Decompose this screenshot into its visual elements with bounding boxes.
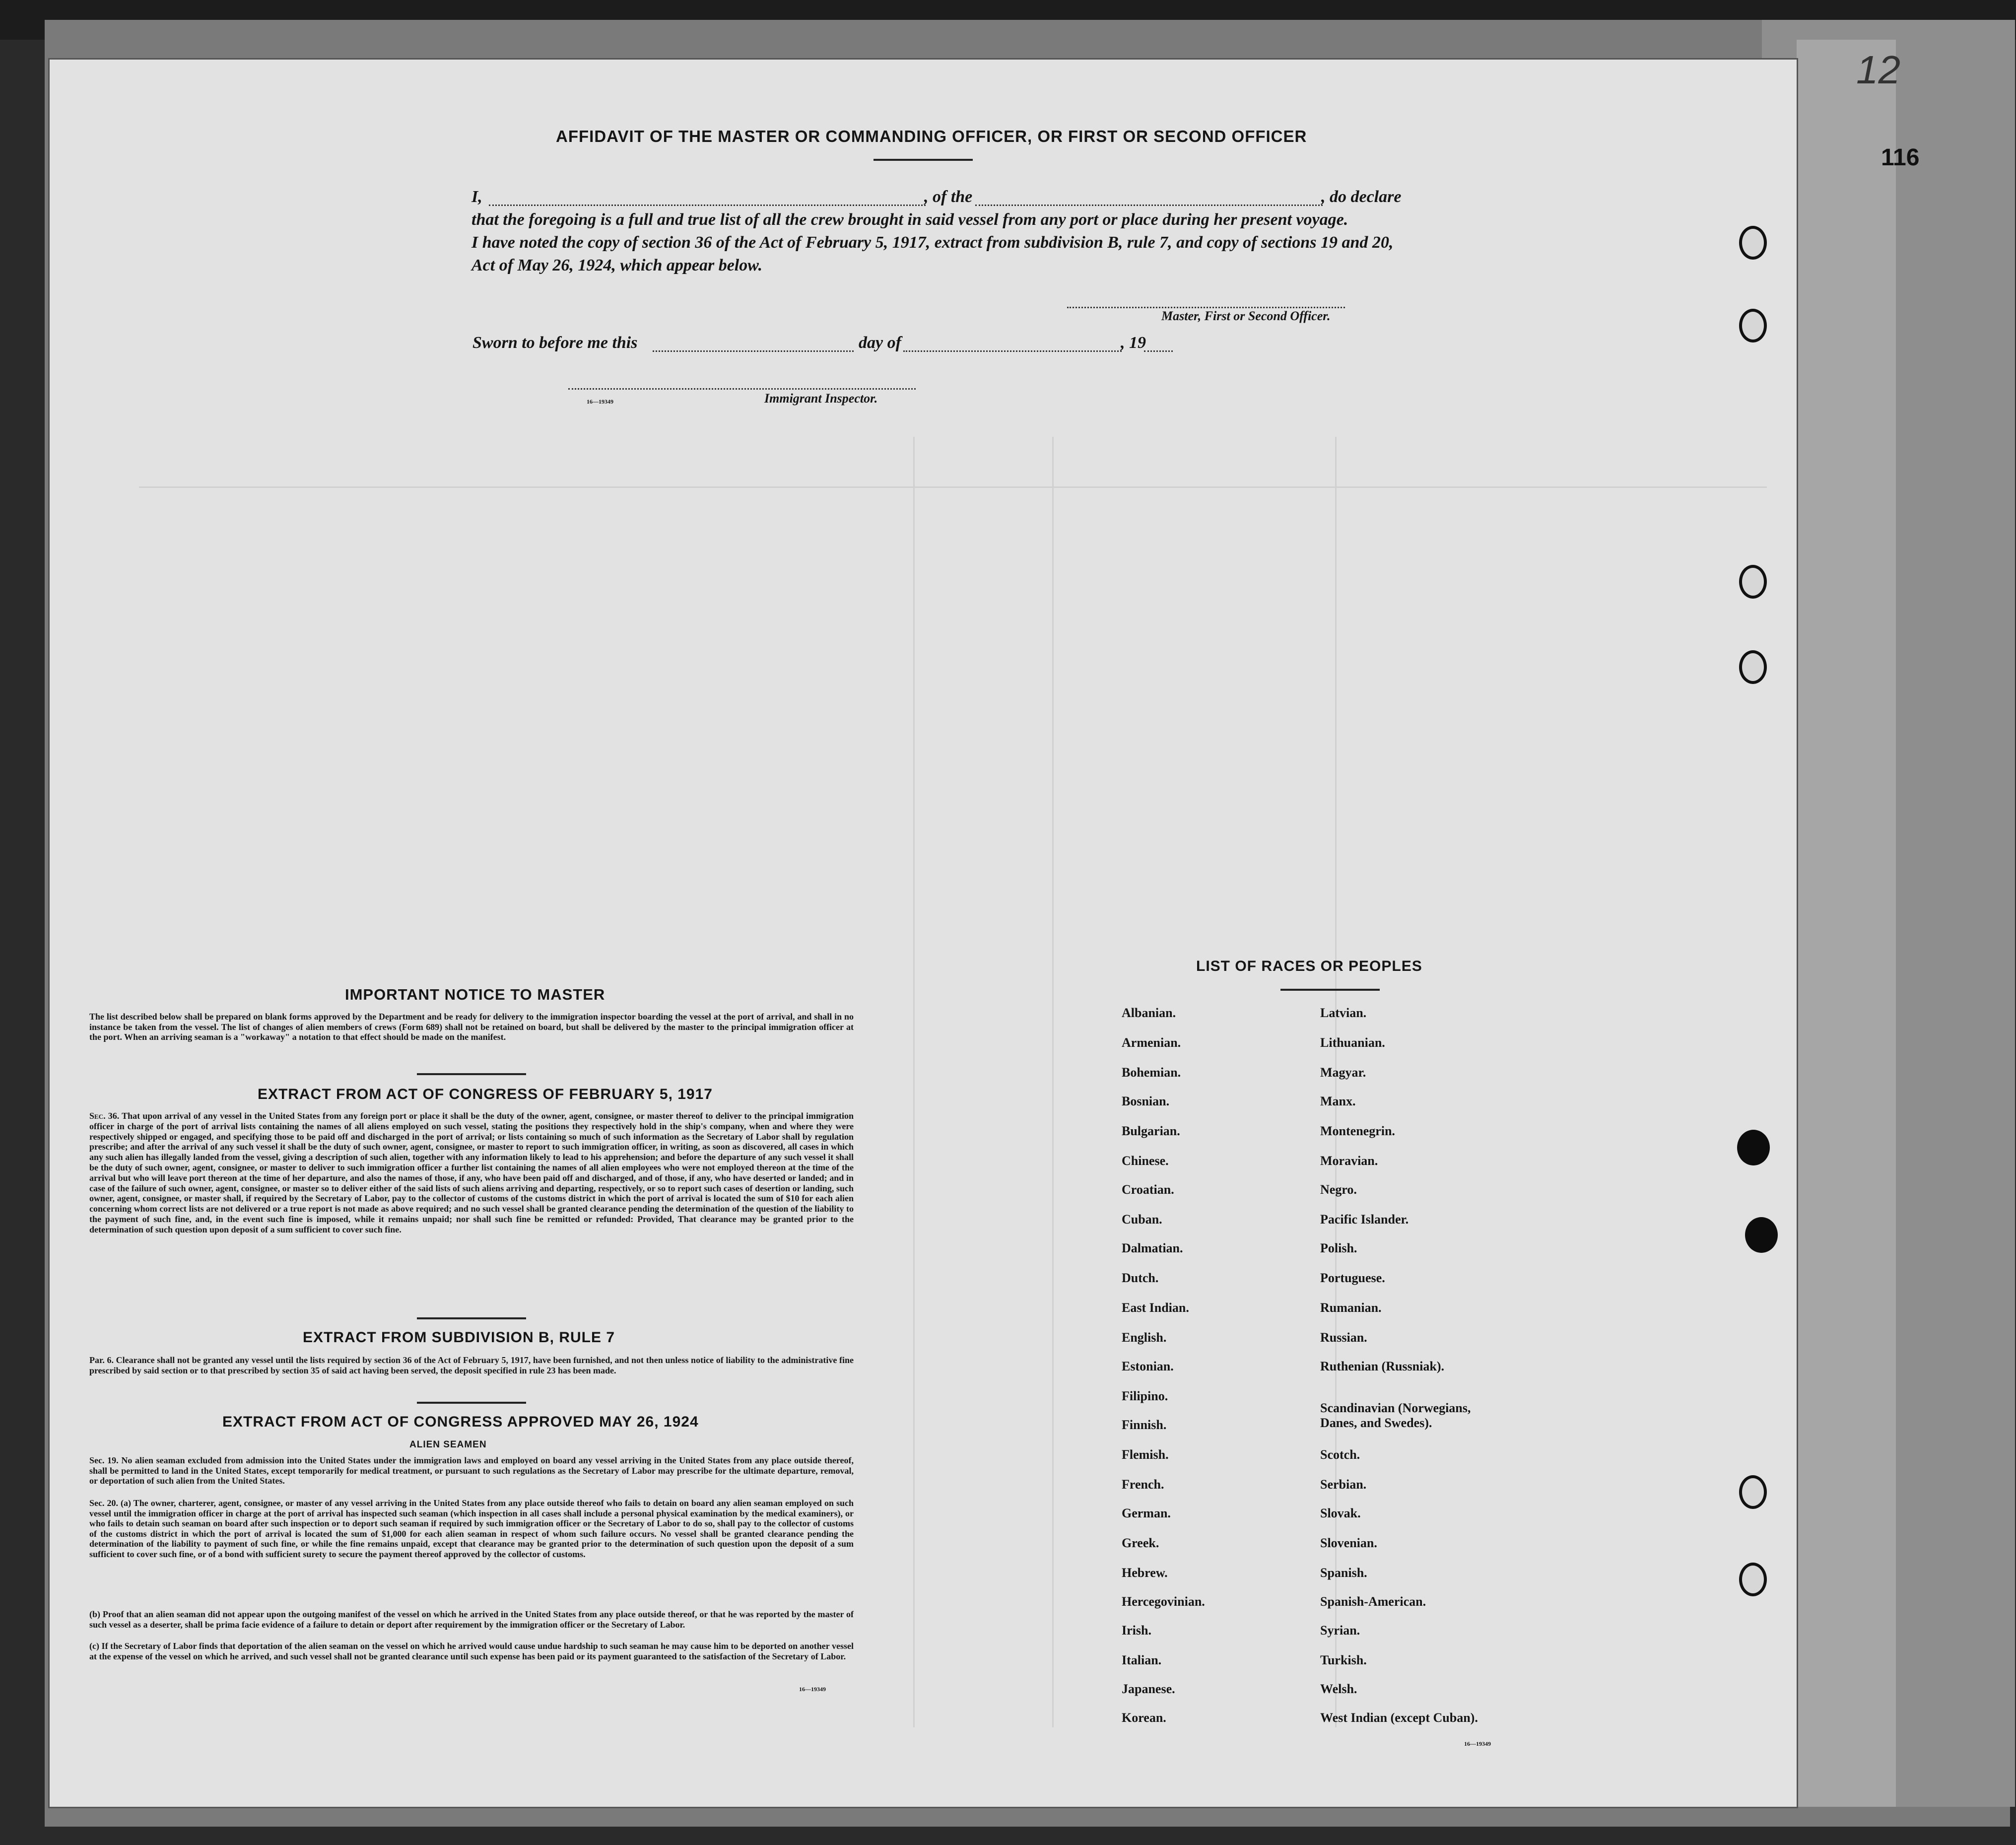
title-rule xyxy=(874,159,973,161)
binder-hole xyxy=(1739,650,1767,684)
section-rule xyxy=(417,1073,526,1075)
affidavit-line1-end: , do declare xyxy=(1321,188,1402,206)
race-item: Russian. xyxy=(1320,1330,1367,1345)
race-item: East Indian. xyxy=(1122,1300,1189,1315)
race-item: Welsh. xyxy=(1320,1682,1357,1696)
race-item: Scotch. xyxy=(1320,1447,1360,1462)
race-item: Spanish. xyxy=(1320,1566,1367,1580)
bleed-through-line xyxy=(1335,437,1337,1727)
race-item: Japanese. xyxy=(1122,1682,1175,1696)
bleed-through-line xyxy=(1052,437,1054,1727)
race-item: Estonian. xyxy=(1122,1359,1174,1373)
race-item: Rumanian. xyxy=(1320,1300,1382,1315)
race-item: Dalmatian. xyxy=(1122,1241,1183,1255)
affidavit-line1-mid: , of the xyxy=(924,188,973,206)
section-rule xyxy=(417,1317,526,1319)
section-20b-body: (b) Proof that an alien seaman did not appear upon the outgoing manifest of the vessel on which he arrived in the United States from any place outside thereof, or that he was reported by the master of such vessel as a deserter, shall be prima facie evidence of a failure to detain or deport after requirement by the immigration officer or the Secretary of Labor. xyxy=(89,1609,854,1630)
race-item: Negro. xyxy=(1320,1182,1357,1197)
race-item: Polish. xyxy=(1320,1241,1357,1255)
vessel-blank[interactable] xyxy=(975,205,1323,206)
race-item: Latvian. xyxy=(1320,1006,1367,1020)
race-item: Hebrew. xyxy=(1122,1566,1168,1580)
section-36-lead: Sec. 36. xyxy=(89,1111,120,1121)
race-item: Pacific Islander. xyxy=(1320,1212,1409,1227)
race-item: Scandinavian (Norwegians, xyxy=(1320,1401,1471,1415)
binder-hole xyxy=(1745,1217,1778,1253)
race-item: Dutch. xyxy=(1122,1271,1159,1285)
section-20a-body: Sec. 20. (a) The owner, charterer, agent, consignee, or master of any vessel arriving in the United States from any place outside thereof who fails to detain on board any alien seaman employed on such vessel until the immigration officer in charge at the port of arrival has inspected such seaman (which inspection in all cases shall include a personal physical examination by the medical examiners), or who fails to detain such seaman on board after such inspection or to deport such seaman if required by such immigration officer or the Secretary of Labor to do so, shall pay to the collector of customs of the customs district in which the port of arrival is located the sum of $1,000 for each alien seaman in respect of whom such failure occurs. No vessel shall be granted clearance pending the determination of the liability to payment of such fine, or while the fine remains unpaid, except that clearance may be granted prior to the determination of such question upon the deposit of a sum sufficient to cover such fine, or of a bond with sufficient surety to secure the payment thereof approved by the collector of customs. xyxy=(89,1498,854,1559)
inspector-signature-blank[interactable] xyxy=(568,388,916,390)
race-item: Greek. xyxy=(1122,1536,1159,1550)
sworn-year-blank[interactable] xyxy=(1144,350,1173,352)
race-item: Korean. xyxy=(1122,1710,1166,1725)
race-item: Bosnian. xyxy=(1122,1094,1170,1108)
binder-hole xyxy=(1739,309,1767,342)
extract-1917-body xyxy=(89,1111,854,1235)
sworn-day-blank[interactable] xyxy=(653,350,854,352)
subdivision-b-title: EXTRACT FROM SUBDIVISION B, RULE 7 xyxy=(303,1329,615,1346)
binder-hole xyxy=(1737,1130,1770,1165)
section-36-text: That upon arrival of any vessel in the United States from any foreign port or place it shall be the duty of the owner, agent, consignee, or master thereof to deliver to the principal immigration officer in charge of the port of arrival lists containing the names of all aliens employed on such vessel, stating the positions they respectively hold in the ship's company, when and where they were respectively shipped or engaged, and specifying those to be paid off and discharged in the port of arrival; or lists containing so much of such information as the Secretary of Labor shall by regulation prescribe; and after the arrival of any such vessel it shall be the duty of such owner, agent, consignee, or master to report to such immigration officer, in writing, as soon as discovered, all cases in which any such alien has illegally landed from the vessel, giving a description of such alien, together with any information likely to lead to his apprehension; and before the departure of any such vessel it shall be the duty of such owner, agent, consignee, or master to deliver to such immigration officer a further list containing the names of all alien employees who were not employed thereon at the time of the arrival but who will leave port thereon at the time of her departure, and also the names of those, if any, who have been paid off and discharged, and of those, if any, who have deserted or landed; and in case of the failure of such owner, agent, consignee, or master so to deliver either of the said lists of such aliens arriving and departing, respectively, or so to report such cases of desertion or landing, such owner, agent, consignee, or master shall, if required by the Secretary of Labor, pay to the collector of customs of the customs district in which the port of arrival is located the sum of $10 for each alien concerning whom correct lists are not delivered or a true report is not made as above required; and no such vessel shall be granted clearance pending the determination of the question of the liability to the payment of such fine, and, in the event such fine is imposed, while it remains unpaid; nor shall such fine be remitted or refunded: Provided, That clearance may be granted prior to the determination of such question upon deposit of a sum sufficient to cover such fine. xyxy=(89,1111,854,1234)
race-item: Chinese. xyxy=(1122,1154,1169,1168)
subdivision-b-body: Par. 6. Clearance shall not be granted any vessel until the lists required by section 36 of the Act of February 5, 1917, have been furnished, and not then unless notice of liability to the administrative fine prescribed by said section or to that prescribed by section 35 of said act having been served, the deposit specified in rule 23 has been made. xyxy=(89,1355,854,1375)
race-item: French. xyxy=(1122,1477,1164,1492)
form-number: 16—19349 xyxy=(1464,1740,1491,1747)
race-item: Danes, and Swedes). xyxy=(1320,1416,1432,1430)
race-item: Albanian. xyxy=(1122,1006,1176,1020)
race-item: Slovenian. xyxy=(1320,1536,1377,1550)
notice-body: The list described below shall be prepared on blank forms approved by the Department and be ready for delivery to the immigration inspector boarding the vessel at the port of arrival, and shall in no instance be taken from the vessel. The list of changes of alien members of crews (Form 689) shall not be retained on board, but shall be delivered by the master to the principal immigration officer at the port. When an arriving seaman is a "workaway" a notation to that effect should be made on the manifest. xyxy=(89,1012,854,1042)
race-item: Portuguese. xyxy=(1320,1271,1385,1285)
binder-hole xyxy=(1739,565,1767,599)
race-item: Croatian. xyxy=(1122,1182,1174,1197)
race-item: Armenian. xyxy=(1122,1035,1181,1050)
race-item: Turkish. xyxy=(1320,1653,1367,1667)
bleed-through-line xyxy=(139,486,1767,488)
race-item: Italian. xyxy=(1122,1653,1162,1667)
section-rule xyxy=(417,1402,526,1404)
affidavit-line1-start: I, xyxy=(471,188,482,206)
race-item: Bohemian. xyxy=(1122,1065,1181,1080)
master-signature-label: Master, First or Second Officer. xyxy=(1161,309,1331,323)
race-item: Slovak. xyxy=(1320,1506,1361,1520)
race-item: Cuban. xyxy=(1122,1212,1162,1227)
binder-hole xyxy=(1739,226,1767,260)
race-item: Syrian. xyxy=(1320,1623,1360,1638)
race-item: Lithuanian. xyxy=(1320,1035,1385,1050)
race-item: Montenegrin. xyxy=(1320,1124,1395,1138)
race-item: Magyar. xyxy=(1320,1065,1366,1080)
document-page xyxy=(50,60,1797,1807)
race-item: Spanish-American. xyxy=(1320,1594,1426,1609)
sworn-year: , 19 xyxy=(1121,334,1146,352)
race-item: Finnish. xyxy=(1122,1418,1167,1432)
name-blank[interactable] xyxy=(489,205,926,206)
binder-hole xyxy=(1739,1475,1767,1509)
sworn-label: Sworn to before me this xyxy=(472,334,638,352)
races-title: LIST OF RACES OR PEOPLES xyxy=(1196,958,1422,974)
section-19-body: Sec. 19. No alien seaman excluded from admission into the United States under the immigration laws and employed on board any vessel arriving in the United States from any place outside thereof, shall be permitted to land in the United States, except temporarily for medical treatment, or pursuant to such regulations as the Secretary of Labor may prescribe for the ultimate departure, removal, or deportation of such alien from the United States. xyxy=(89,1455,854,1486)
affidavit-title: AFFIDAVIT OF THE MASTER OR COMMANDING OFFICER, OR FIRST OR SECOND OFFICER xyxy=(556,127,1307,145)
races-rule xyxy=(1280,989,1380,991)
section-20c-body: (c) If the Secretary of Labor finds that deportation of the alien seaman on the vessel on which he arrived would cause undue hardship to such seaman he may cause him to be deported on another vessel at the expense of the vessel on which he arrived, and such vessel shall not be granted clearance until such expense has been paid or its payment guaranteed to the satisfaction of the Secretary of Labor. xyxy=(89,1641,854,1661)
binder-hole xyxy=(1739,1563,1767,1596)
bleed-through-line xyxy=(913,437,915,1727)
race-item: Hercegovinian. xyxy=(1122,1594,1205,1609)
race-item: West Indian (except Cuban). xyxy=(1320,1710,1478,1725)
race-item: Manx. xyxy=(1320,1094,1356,1108)
master-signature-blank[interactable] xyxy=(1067,307,1345,308)
form-number: 16—19349 xyxy=(587,398,613,405)
race-item: Ruthenian (Russniak). xyxy=(1320,1359,1444,1373)
page-number: 116 xyxy=(1881,144,1920,171)
race-item: Irish. xyxy=(1122,1623,1151,1638)
inspector-label: Immigrant Inspector. xyxy=(764,391,878,406)
race-item: Moravian. xyxy=(1320,1154,1378,1168)
underlying-sheet-edge-light xyxy=(1797,40,1896,1807)
handwritten-note: 12 xyxy=(1856,48,1900,92)
race-item: Serbian. xyxy=(1320,1477,1367,1492)
sworn-day-of: day of xyxy=(859,334,901,352)
affidavit-line2: that the foregoing is a full and true list of all the crew brought in said vessel from any port or place during her present voyage. xyxy=(471,210,1348,229)
affidavit-line3: I have noted the copy of section 36 of the Act of February 5, 1917, extract from subdivision B, rule 7, and copy of sections 19 and 20, xyxy=(471,233,1394,252)
extract-1917-title: EXTRACT FROM ACT OF CONGRESS OF FEBRUARY 5, 1917 xyxy=(258,1086,713,1102)
race-item: German. xyxy=(1122,1506,1171,1520)
form-number: 16—19349 xyxy=(799,1686,826,1693)
notice-title: IMPORTANT NOTICE TO MASTER xyxy=(345,986,605,1003)
alien-seamen-subtitle: ALIEN SEAMEN xyxy=(409,1439,487,1450)
race-item: Flemish. xyxy=(1122,1447,1169,1462)
extract-1924-title: EXTRACT FROM ACT OF CONGRESS APPROVED MAY 26, 1924 xyxy=(222,1414,699,1430)
race-item: Filipino. xyxy=(1122,1389,1168,1403)
affidavit-line4: Act of May 26, 1924, which appear below. xyxy=(471,256,763,274)
race-item: English. xyxy=(1122,1330,1167,1345)
sworn-month-blank[interactable] xyxy=(903,350,1122,352)
race-item: Bulgarian. xyxy=(1122,1124,1180,1138)
